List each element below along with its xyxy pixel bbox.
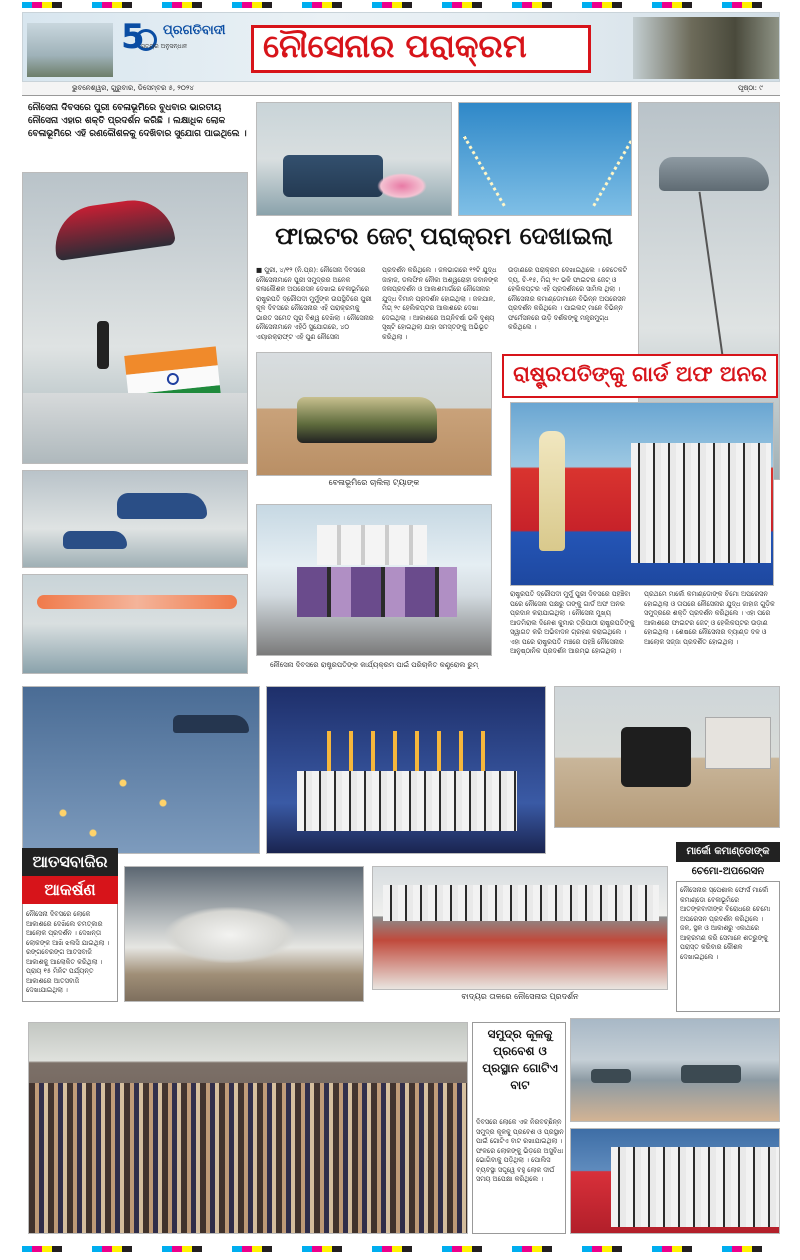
hovercraft-1 [591,1069,631,1083]
helicopters-photo [22,470,248,568]
guard-of-honour-photo [510,402,774,586]
beach-text: ଦିବସରେ ଲୋକେ ଏକ ନିରବଚ୍ଛିନ୍ନ ସମୁଦ୍ର କୂଳକୁ ପ୍ରବେଶ ଓ ପ୍ରସ୍ଥାନ ପାଇଁ ଗୋଟିଏ ବାଟ ରଖାଯାଇଥିଲା । ଫଳରେ ଲୋକଙ୍କୁ ଭିଡ଼ରେ ଅସୁବିଧା ଭୋଗିବାକୁ ପଡ଼ିଥିଲା । ପୋଲିସ ବ୍ୟବସ୍ଥା ସତ୍ତ୍ୱେ ବହୁ ଲୋକ ଦୀର୍ଘ ସମୟ ଅପେକ୍ଷା କରିଥିଲେ । [476,1118,564,1183]
parachute-canopy [50,195,176,261]
flare-trail-right [543,107,632,206]
sea-smoke-photo [22,574,248,674]
tank-caption: ବେଳାଭୂମିରେ ଚାଲିଲା ଟ୍ୟାଙ୍କ [328,478,420,487]
intro-text: ନୌସେନା ଦିବସରେ ପୁରୀ ବେଳାଭୂମିରେ ବୁଧବାର ଭାରତୀୟ ନୌସେନା ଏହାର ଶକ୍ତି ପ୍ରଦର୍ଶନ କରିଛି । ଲକ୍ଷାଧିକ ଲୋକ ବେଳାଭୂମିରେ ଏହି ରଣକୌଶଳକୁ ଦେଖିବାର ସୁଯୋଗ ପାଇଥିଲେ । [28,103,247,139]
crowd-people [29,1083,468,1234]
band-caption: ବାଦ୍ୟର ତାଳରେ ନୌସେନାର ପ୍ରଦର୍ଶନ [461,992,579,1001]
president-figure [539,431,565,551]
masthead-right-soldiers [633,17,779,79]
lead-headline: ଫାଇଟର ଜେଟ୍ ପରାକ୍ରମ ଦେଖାଇଲା [275,222,613,250]
brand-tagline: ସତ୍ୟର ଅନୁସନ୍ଧାନ [141,43,188,50]
lead-col-3: ଉଡ଼ାଣରେ ପରାକ୍ରମ ଦେଖାଇଥିଲେ । କେତେକଟି ଦ୍ୟ, ଚି-୧୫, ମିଗ୍ ୨୯ ଭଳି ଫାଇଟର ଜେଟ୍ ଓ ହେଲିକପ୍ଟର ଏହି ପ୍ରଦର୍ଶନରେ ସାମିଲ ଥିଲା । ନୌସେନାର କମାଣ୍ଡୋମାନେ ବିଭିନ୍ନ ଅପରେସନ ପ୍ରଦର୍ଶନ କରିଥିଲେ । ପାଇଲଟ୍ ମାନେ ବିଭିନ୍ନ ଫର୍ମେସନରେ ଉଡ଼ି ଦର୍ଶକଙ୍କୁ ମନ୍ତ୍ରମୁଗ୍ଧ କରିଥିଲେ । [508,266,628,331]
officers [317,525,427,565]
sailors-row [297,771,517,831]
tank-photo [256,352,492,476]
smoke-screen-photo [124,866,364,1002]
torches [327,731,487,771]
commandos [621,727,691,787]
marcos-title-1: ମାର୍କୋ କମାଣ୍ଡୋଙ୍କ [676,842,780,862]
color-strip-bottom [22,1246,780,1252]
brand-logo [115,19,159,61]
guard-col-1: ରାଷ୍ଟ୍ରପତି ଦ୍ରୌପଦୀ ମୁର୍ମୁ ପୁରୀ ଦିବସରେ ପହଞ୍ଚିବା ପରେ ନୌସେନା ପକ୍ଷରୁ ତାଙ୍କୁ ଗାର୍ଡ ଅଫ ଅନର ପ୍ରଦାନ କରାଯାଇଥିଲା । ନୌସେନା ମୁଖ୍ୟ ଆଡମିରାଲ ଦିନେଶ କୁମାର ତ୍ରିପାଠୀ ରାଷ୍ଟ୍ରପତିଙ୍କୁ ସ୍ୱାଗତ କରି ଅଭିବାଦନ ଗ୍ରହଣ କରାଇଥିଲେ । ଏହା ପରେ ରାଷ୍ଟ୍ରପତି ମଞ୍ଚରେ ପହଞ୍ଚି ନୌସେନାର ଆନୁଷ୍ଠାନିକ ପ୍ରଦର୍ଶନ ଆରମ୍ଭ ହୋଇଥିଲା । [510,590,635,655]
jeep-photo [256,102,452,216]
guard-col-2: ପ୍ରଥମେ ମାର୍କୋ କମାଣ୍ଡୋଙ୍କ ଚିମୋ ଅପରେସନ ହୋଇଥିଲା ଓ ତାପରେ ନୌସେନାର ଯୁଦ୍ଧ ଜାହାଜ ଗୁଡ଼ିକ ସମୁଦ୍ରରେ ଶକ୍ତି ପ୍ରଦର୍ଶନ କରିଥିଲେ । ଏହା ପରେ ଆକାଶରେ ଫାଇଟର ଜେଟ୍ ଓ ହେଲିକପ୍ଟର ଉଡ଼ାଣ ହୋଇଥିଲା । ଶେଷରେ ନୌସେନାର ବ୍ୟାଣ୍ଡ ଦଳ ଓ ଆଲୋକ ସଜ୍ଜା ପ୍ରଦର୍ଶିତ ହୋଇଥିଲା । [644,590,775,646]
masthead-left-tanks [27,23,113,77]
parachute-photo [22,172,248,464]
flares [43,743,243,843]
band-members [383,885,659,921]
guard-line [631,443,771,563]
pink-smoke [377,173,427,199]
torch-display-photo [266,686,546,854]
masthead-title: ନୌସେନାର ପରାକ୍ରମ [263,27,527,65]
wall-structure [705,717,771,769]
helicopter-1 [117,493,207,519]
color-strip-top [22,2,780,8]
marcos-title-2: ଚେମୋ-ଅପରେସନ [676,862,780,882]
commando-photo [554,686,780,828]
control-room-photo [256,504,492,656]
aircraft [173,715,249,733]
beach-title: ସମୁଦ୍ର କୂଳକୁ ପ୍ରବେଶ ଓ ପ୍ରସ୍ଥାନ ଗୋଟିଏ ବାଟ [482,1027,558,1092]
fireworks-text: ନୌସେନା ଦିବସରେ ଲୋକେ ଆକାଶରେ ଦେଖିଲେ ଚମତ୍କାର ଆଲୋକ ପ୍ରଦର୍ଶନ । ଦେଖନ୍ତା ଲୋକଙ୍କ ଆଖି ଝଲସି ଯାଇଥିଲା । ରଙ୍ଗବେରଙ୍ଗ ଆତସବାଜି ଆକାଶକୁ ଆଲୋକିତ କରିଥିଲା । ପ୍ରାୟ ୧୫ ମିନିଟ ପର୍ଯ୍ୟନ୍ତ ଆକାଶରେ ଆତସବାଜି ଦେଖାଯାଇଥିଲା । [26,910,110,994]
sea-band [23,393,248,464]
flare-trail-left [463,107,555,206]
hovercraft-2 [681,1065,741,1083]
officers-line [611,1147,780,1227]
band-photo [372,866,668,990]
helicopter-2 [63,531,127,549]
aircraft-flares-photo [22,686,260,854]
rope [698,192,725,371]
smoke-cloud [165,907,295,963]
control-room-caption: ନୌସେନା ଦିବସରେ ରାଷ୍ଟ୍ରପତିଙ୍କ କାର୍ଯ୍ୟକ୍ରମ ପାଇଁ ପରିଚାଳିତ କଣ୍ଟ୍ରୋଲ ରୁମ୍ [269,661,479,669]
hovercraft-photo [570,1018,780,1122]
masthead [22,12,780,82]
brand-name: ପ୍ରଗତିବାଦୀ [163,23,226,38]
fireworks-title-2: ଆକର୍ଷଣ [22,876,118,904]
helicopter [659,157,769,191]
guard-headline: ରାଷ୍ଟ୍ରପତିଙ୍କୁ ଗାର୍ଡ ଅଫ ଅନର [513,362,767,386]
seated-women [297,567,457,617]
tank [297,397,437,443]
page-number: ପୃଷ୍ଠା: ୯ [738,84,763,92]
lead-col-2: ପ୍ରଦର୍ଶନ କରିଥିଲେ । ଜଳଭାଗରେ ୧୨ଟି ଯୁଦ୍ଧ ଜାହାଜ, ଡଲଫିନ ନୌକା ଅଶ୍ୱରୋହୀ ଜବାନଙ୍କ ଜଳାପ୍ରଦର୍ଶନ ଓ ଆକାଶମାର୍ଗରେ ନୌସେନାର ଯୁଦ୍ଧ ବିମାନ ପ୍ରଦର୍ଶନ ହୋଇଥିଲା । ଜଳଯାନ, ମିଗ୍ ୨୯ ହେଲିକପ୍ଟର ଆକାଶରେ ଦେଖା ଦେଇଥିଲା । ଆକାଶରେ ଅଗ୍ନିବର୍ଷା ଭଳି ଦୃଶ୍ୟ ସୃଷ୍ଟି ହୋଇଥିଲା ଯାହା ସମସ୍ତଙ୍କୁ ଅଭିଭୂତ କରିଥିଲା । [382,266,499,341]
parachutist [97,321,109,369]
lead-col-1: ■ ପୁରୀ, ୪/୧୨ (ନି.ପ୍ର): ନୌସେନା ଦିବସରେ ନୌସେନାମାନେ ପୁରୀ ସମୁଦ୍ରର ଅନେକ କଳାକୌଶଳ ଅପରେସନ ଦେଖାଇ ବେଳାଭୂମିରେ ରାଷ୍ଟ୍ରପତି ଦ୍ରୌପଦୀ ମୁର୍ମୁଙ୍କ ଉପସ୍ଥିତିରେ ପୁରୀ କୂଳ ଦିବସରେ ନୌସେନାର ଏହି ପରାକ୍ରମକୁ ଭାରତ ସମେତ ପୂରା ବିଶ୍ୱ ଦେଖିଲା । ନୌସେନାର ନୌସେନାମାନେ ଏହିଠି ସୁଯୋଗରେ, ୪୦ ଏୟାରକ୍ରାଫ୍ଟ ଏହି ପୁଣ ନୌସେନା [256,266,374,341]
marcos-text: ନୌସେନାର ସ୍ପେଶାଲ ଫୋର୍ସ ମାର୍କୋ କମାଣ୍ଡୋ ବେଳାଭୂମିରେ ଆତଙ୍କବାଦୀଙ୍କ ବିରୋଧରେ ଚେମୋ ଅପରେସନ ପ୍ରଦର୍ଶନ କରିଥିଲେ । ଜଳ, ସ୍ଥଳ ଓ ଆକାଶରୁ ଏକାଥରେ ଆକ୍ରମଣ କରି ସେମାନେ ଶତ୍ରୁଙ୍କୁ ପରାସ୍ତ କରିବାର କୌଶଳ ଦେଖାଇଥିଲେ । [680,886,771,961]
fireworks-title-1: ଆତସବାଜିର [22,848,118,876]
orange-smoke [37,595,237,609]
crowd-photo [28,1022,468,1234]
jeep [283,155,383,197]
logo-number: 5 [121,17,145,57]
jets-formation-photo [458,102,632,216]
officers-parade-photo [570,1128,780,1234]
dateline: ଭୁବନେଶ୍ୱର, ଗୁରୁବାର, ଡିସେମ୍ବର ୫, ୨୦୨୪ [72,84,194,92]
